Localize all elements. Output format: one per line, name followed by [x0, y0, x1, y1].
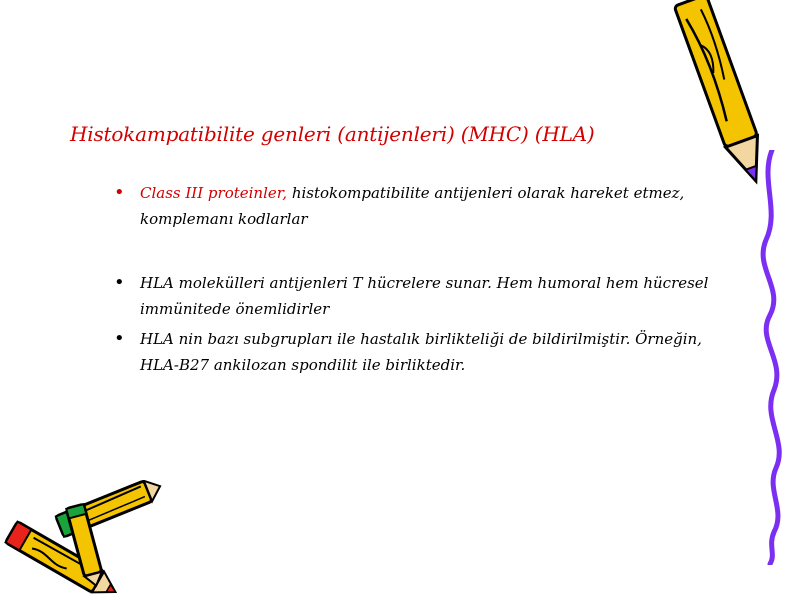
bullet-marker: •	[114, 182, 125, 203]
bullet-lead-term: Class III proteinler,	[140, 184, 292, 202]
bullet-body: HLA molekülleri antijenleri T hücrelere sunar. Hem humoral hem hücresel immünitede önemlidirler	[140, 274, 709, 318]
purple-squiggle-line	[740, 150, 800, 565]
bullet-item-hla-disease	[114, 326, 714, 378]
pencils-icon	[0, 480, 170, 595]
bullet-body: histokompatibilite antijenleri olarak hareket etmez, komplemanı kodlarlar	[140, 184, 685, 228]
bullet-item-hla-molecules	[114, 270, 714, 322]
bullet-body: HLA nin bazı subgrupları ile hastalık birlikteliği de bildirilmiştir. Örneğin, HLA-B27 ankilozan spondilit ile birliktedir.	[140, 330, 702, 374]
slide-title: Histokampatibilite genleri (antijenleri) (MHC) (HLA)	[70, 122, 595, 146]
bullet-marker: •	[114, 328, 125, 349]
bullet-item-class-iii	[114, 180, 714, 232]
bullet-marker: •	[114, 272, 125, 293]
bullet-text	[140, 180, 714, 232]
